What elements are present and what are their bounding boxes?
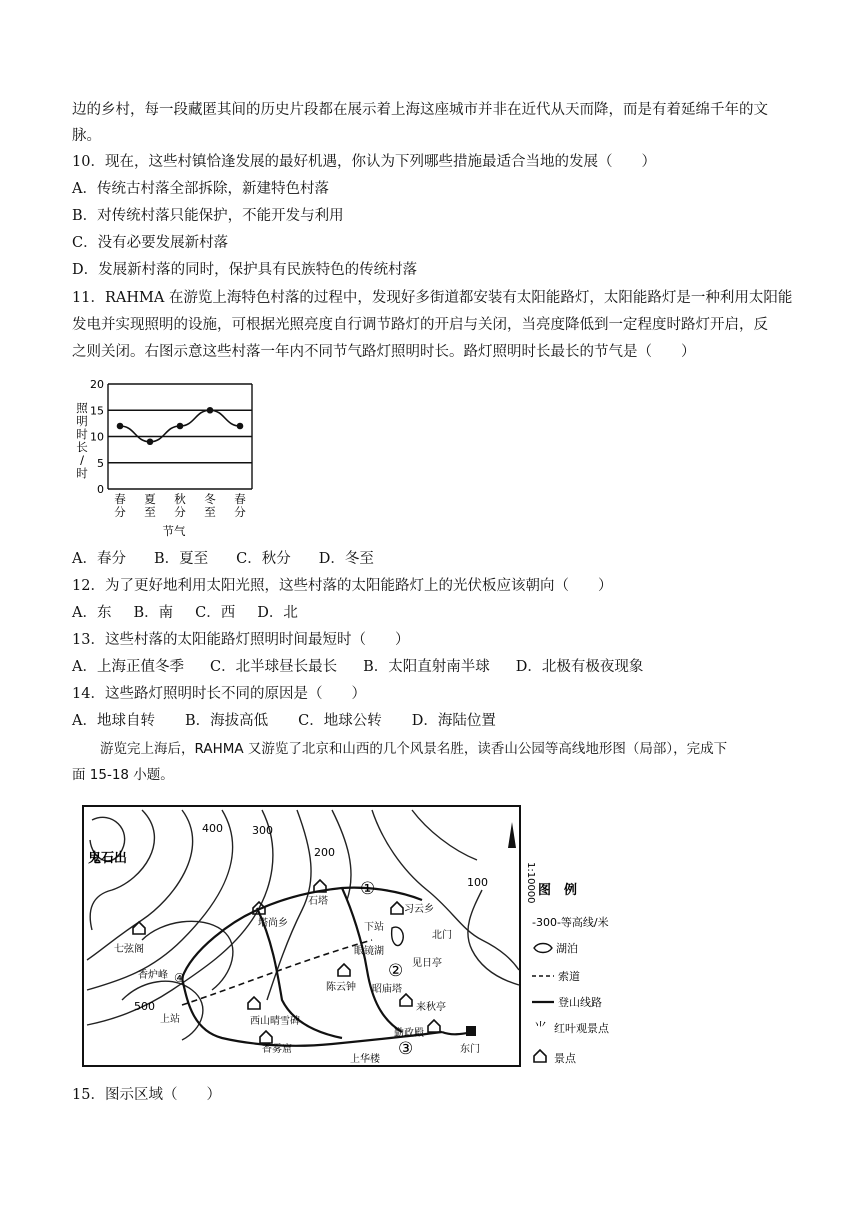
- x-tick-label-1: 夏: [144, 492, 156, 506]
- legend-redleaf: 红叶观景点: [554, 1022, 609, 1035]
- y-axis-label-char: 照: [76, 401, 88, 415]
- q11-option-a: A．春分: [72, 551, 126, 567]
- q14-option-d: D．海陆位置: [411, 713, 496, 729]
- q10-option-d: D．发展新村落的同时，保护具有民族特色的传统村落: [72, 262, 418, 278]
- contour-label-100: 100: [467, 876, 488, 889]
- q11-line-1: 11．RAHMA 在游览上海特色村落的过程中，发现好多街道都安装有太阳能路灯，太阳能路灯是一种利用太阳能: [72, 290, 793, 306]
- x-tick-label-2: 秋: [174, 492, 186, 506]
- place-xiangwu: 香雾窟: [262, 1044, 292, 1055]
- x-tick-label-4: 分: [234, 505, 246, 519]
- place-xianglu: 香炉峰: [138, 970, 168, 981]
- q12-options: [72, 603, 326, 623]
- y-tick-label-10: 10: [90, 430, 104, 444]
- data-point-3: [207, 407, 214, 414]
- q11-option-b: B．夏至: [153, 551, 209, 567]
- q13-option-b: B．太阳直射南半球: [363, 659, 490, 675]
- q14-options: [72, 711, 524, 731]
- y-tick-label-20: 20: [90, 378, 104, 391]
- q10-option-c: C．没有必要发展新村落: [72, 235, 229, 251]
- data-point-4: [237, 423, 244, 430]
- q12-option-a: A．东: [72, 605, 112, 621]
- q12-option-c: C．西: [195, 605, 236, 621]
- legend-contour: -300-等高线/米: [532, 916, 609, 929]
- y-axis-label-char: 长: [76, 440, 88, 454]
- q10-stem: 10．现在，这些村镇恰逢发展的最好机遇，你认为下列哪些措施最适合当地的发展（ ）: [72, 154, 656, 170]
- place-qixian: 七弦阁: [114, 944, 144, 955]
- x-axis-label: 节气: [162, 524, 186, 538]
- q10-option-a: A．传统古村落全部拆除，新建特色村落: [72, 181, 329, 197]
- intro-line-2: 脉。: [72, 128, 101, 144]
- q11-option-c: C．秋分: [236, 551, 291, 567]
- legend-spot: 景点: [554, 1052, 576, 1065]
- y-axis-label-char: /: [80, 453, 84, 467]
- x-tick-label-3: 冬: [204, 492, 216, 506]
- place-zhaomiao: 昭庙塔: [372, 984, 402, 995]
- q11-option-d: D．冬至: [318, 551, 374, 567]
- q14-stem: 14．这些路灯照明时长不同的原因是（ ）: [72, 686, 366, 702]
- place-lizhu: 来秋亭: [416, 1002, 446, 1013]
- q13-stem: 13．这些村落的太阳能路灯照明时间最短时（ ）: [72, 632, 410, 648]
- legend-redleaf-icon: ⺌: [534, 1021, 548, 1036]
- q10-option-b: B．对传统村落只能保护，不能开发与利用: [72, 208, 344, 224]
- legend-cableway: 索道: [558, 970, 580, 983]
- place-beimen: 北门: [432, 930, 452, 941]
- x-tick-label-3: 至: [204, 505, 216, 519]
- y-tick-label-5: 5: [97, 456, 104, 470]
- q12-option-d: D．北: [257, 605, 298, 621]
- q13-options: [72, 657, 671, 677]
- x-tick-label-0: 春: [114, 492, 126, 506]
- lighting-duration-chart: [72, 374, 272, 539]
- y-tick-label-15: 15: [90, 404, 104, 418]
- q13-option-d: D．北极有极夜现象: [515, 659, 644, 675]
- place-xishan: 西山晴雪碑: [250, 1016, 300, 1027]
- xiangshan-contour-map: [82, 800, 626, 1070]
- q14-option-a: A．地球自转: [72, 713, 155, 729]
- legend-lake-icon: [534, 944, 552, 953]
- marker-4: ④: [174, 971, 185, 985]
- map-scale: 1:10000: [525, 862, 536, 904]
- q11-line-3: 之则关闭。右图示意这些村落一年内不同节气路灯照明时长。路灯照明时长最长的节气是（ ）: [72, 344, 696, 360]
- intro-line-1: 边的乡村，每一段藏匿其间的历史片段都在展示着上海这座城市并非在近代从天而降，而是有着延绵千年的文: [72, 102, 768, 118]
- east-gate-marker: [466, 1026, 476, 1036]
- contour-label-500: 500: [134, 1000, 155, 1013]
- legend-title: 图 例: [538, 883, 578, 898]
- q14-option-c: C．地球公转: [298, 713, 382, 729]
- place-xiazhan: 下站: [364, 922, 384, 933]
- y-axis-label-char: 明: [76, 414, 88, 428]
- marker-2: ②: [388, 961, 404, 981]
- place-yanjing: 眼镜湖: [354, 946, 384, 957]
- data-point-1: [147, 438, 154, 445]
- place-dongmen: 东门: [460, 1044, 480, 1055]
- contour-label-200: 200: [314, 846, 335, 859]
- place-guaishi: 鬼石出: [88, 851, 128, 866]
- lake-icon: [392, 927, 404, 945]
- y-axis-label-char: 时: [76, 466, 88, 480]
- data-point-2: [177, 423, 184, 430]
- legend-lake: 湖泊: [556, 942, 578, 955]
- q13-option-c: C．北半球昼长最长: [209, 659, 338, 675]
- q15-stem: 15．图示区域（ ）: [72, 1087, 221, 1103]
- place-shangzhan: 上站: [160, 1014, 180, 1025]
- legend-route: 登山线路: [558, 996, 602, 1009]
- q12-stem: 12．为了更好地利用太阳光照，这些村落的太阳能路灯上的光伏板应该朝向（ ）: [72, 578, 613, 594]
- passage2-line-1: 游览完上海后，RAHMA 又游览了北京和山西的几个风景名胜，读香山公园等高线地形图（局部），完成下: [100, 741, 728, 757]
- contour-label-400: 400: [202, 822, 223, 835]
- q14-option-b: B．海拔高低: [184, 713, 269, 729]
- y-tick-label-0: 0: [97, 483, 104, 496]
- x-tick-label-0: 分: [114, 505, 126, 519]
- q12-option-b: B．南: [133, 605, 174, 621]
- marker-3: ③: [398, 1039, 414, 1059]
- x-tick-label-4: 春: [234, 492, 246, 506]
- passage2-line-2: 面 15-18 小题。: [72, 767, 174, 783]
- data-point-0: [117, 423, 124, 430]
- place-chenyun: 陈云钟: [326, 982, 356, 993]
- x-tick-label-2: 分: [174, 505, 186, 519]
- legend-spot-icon: [534, 1050, 546, 1062]
- q11-options: [72, 549, 402, 569]
- q13-option-a: A．上海正值冬季: [72, 659, 184, 675]
- place-jianri: 见日亭: [412, 958, 442, 969]
- x-tick-label-1: 至: [144, 505, 156, 519]
- y-axis-label-char: 时: [76, 427, 88, 441]
- contour-label-300: 300: [252, 824, 273, 837]
- place-taluo: 塔尚乡: [258, 918, 288, 929]
- place-shita: 石塔: [308, 896, 328, 907]
- place-shanghua: 上华楼: [350, 1054, 380, 1065]
- place-qinzheng: 勤政殿: [394, 1028, 424, 1039]
- marker-1: ①: [360, 879, 376, 899]
- place-xiangyun: 习云乡: [404, 904, 434, 915]
- q11-line-2: 发电并实现照明的设施，可根据光照亮度自行调节路灯的开启与关闭，当亮度降低到一定程度时路灯开启，反: [72, 317, 768, 333]
